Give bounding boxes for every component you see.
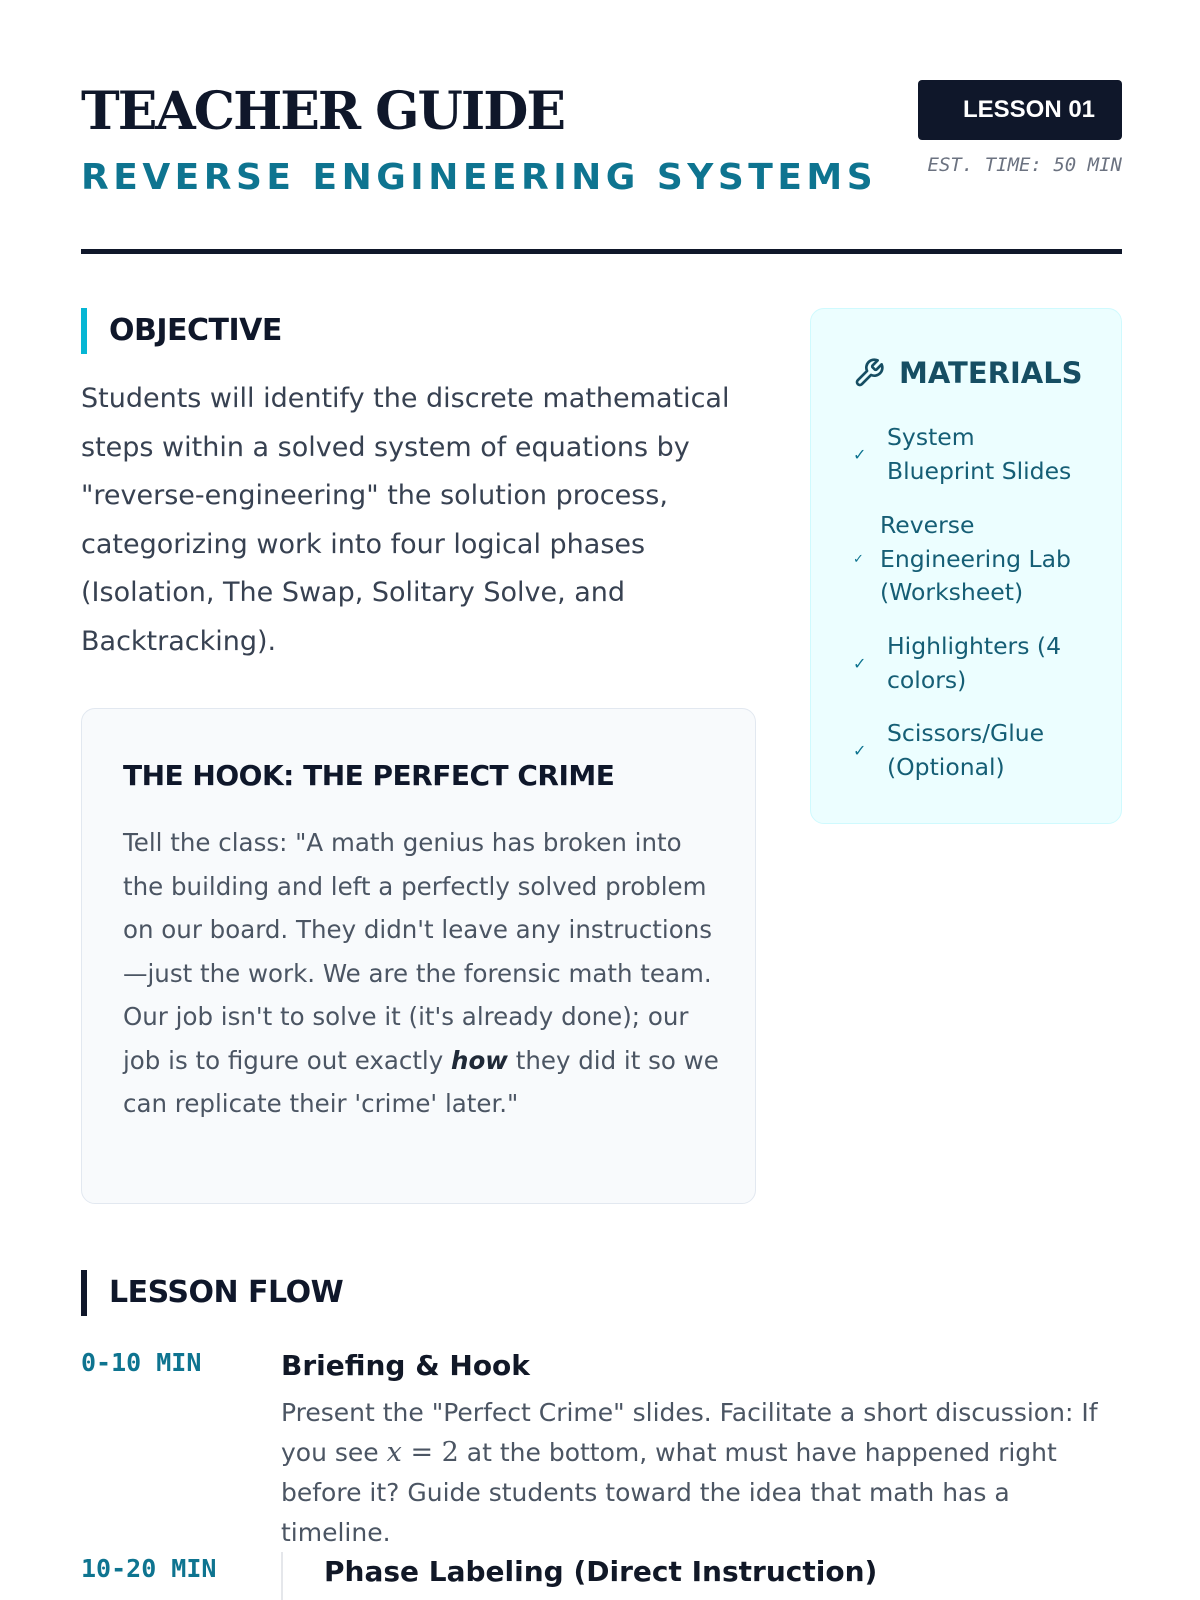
hook-emphasis: how [451, 1045, 508, 1075]
flow-desc-end: at the bottom, what must have happened right before it? Guide students toward the idea that math has a timeline. [281, 1438, 1057, 1547]
wrench-icon [853, 357, 885, 389]
check-icon: ✓ [853, 551, 864, 567]
materials-heading [853, 357, 1083, 389]
objective-text: Students will identify the discrete mathematical steps within a solved system of equations by "reverse-engineering" the solution process, categorizing work into four logical phases (Isolation, The Swap, Solitary Solve, and Backtracking). [81, 383, 730, 657]
math-equals: = 2 [401, 1437, 459, 1468]
materials-item [853, 421, 1087, 488]
flow-step-title: Briefing & Hook [281, 1349, 530, 1382]
materials-item-label: Highlighters (4 colors) [887, 632, 1062, 694]
hook-card [81, 708, 756, 1204]
check-icon: ✓ [853, 654, 867, 673]
materials-item-label: System Blueprint Slides [887, 423, 1072, 485]
check-icon: ✓ [853, 445, 867, 464]
objective-accent-bar [81, 308, 87, 354]
materials-item-label: Scissors/Glue (Optional) [887, 719, 1045, 781]
flow-step-description [281, 1393, 1121, 1553]
lesson-badge: LESSON 01 [918, 80, 1122, 140]
page-header [81, 80, 1122, 254]
page-subtitle: REVERSE ENGINEERING SYSTEMS [81, 157, 878, 198]
materials-card [810, 308, 1122, 824]
flow-time: 0-10 MIN [81, 1348, 202, 1377]
flow-desc-start: Present the "Perfect Crime" slides. Facilitate a short discussion: If you see [281, 1398, 1098, 1467]
hook-text [123, 821, 723, 1126]
lesson-flow-accent-bar [81, 1270, 87, 1316]
hook-text-start: Tell the class: "A math genius has broken into the building and left a perfectly solved problem on our board. They didn't leave any instructions—just the work. We are the forensic math team. Our job isn't to solve it (it's already done); our job is to figure out exactly [123, 828, 712, 1075]
materials-item [853, 509, 1075, 610]
materials-title: MATERIALS [899, 355, 1083, 390]
page-title: TEACHER GUIDE [81, 81, 564, 142]
materials-item [853, 717, 1067, 784]
materials-item-label: Reverse Engineering Lab (Worksheet) [880, 511, 1071, 606]
objective-heading [81, 308, 282, 354]
hook-title: THE HOOK: THE PERFECT CRIME [123, 759, 615, 792]
materials-item [853, 630, 1077, 697]
lesson-flow-title: LESSON FLOW [109, 1275, 344, 1310]
flow-time: 10-20 MIN [81, 1554, 217, 1583]
hook-text-end: they did it so we can replicate their 'crime' later." [123, 1045, 719, 1118]
check-icon: ✓ [853, 741, 867, 760]
objective-title: OBJECTIVE [109, 313, 282, 348]
math-variable: x [386, 1437, 402, 1468]
flow-step-title: Phase Labeling (Direct Instruction) [324, 1555, 878, 1588]
estimated-time: EST. TIME: 50 MIN [927, 154, 1122, 176]
math-expression [387, 1437, 459, 1468]
lesson-flow-heading [81, 1270, 343, 1316]
flow-divider [281, 1552, 283, 1600]
